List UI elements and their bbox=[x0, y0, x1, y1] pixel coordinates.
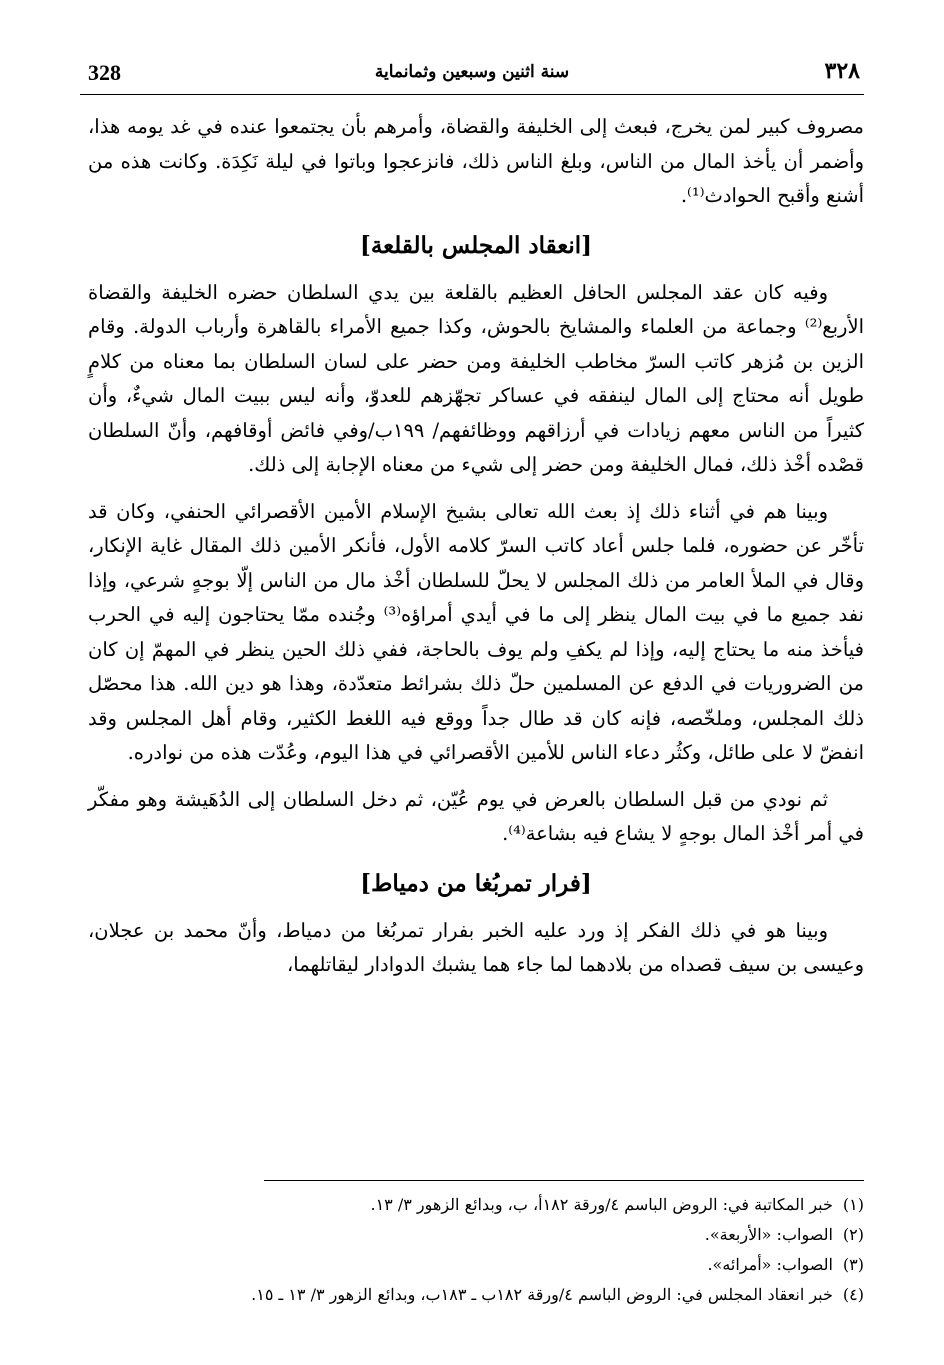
paragraph-4: ثم نودي من قبل السلطان بالعرض في يوم عُيّن، ثم دخل السلطان إلى الدُهَيشة وهو مفكّر في أمر أخْذ المال بوجهٍ لا يشاع فيه بشاعة⁽⁴⁾. bbox=[88, 787, 864, 845]
footnote-3 bbox=[88, 1250, 864, 1280]
footnote-number: (١) bbox=[842, 1195, 864, 1214]
main-text bbox=[88, 110, 864, 995]
paragraph-1: مصروف كبير لمن يخرج، فبعث إلى الخليفة والقضاة، وأمرهم بأن يجتمعوا عنده في غد يومه هذا، وأضمر أن يأخذ المال من الناس، وبلغ الناس ذلك، فانزعجوا وباتوا في ليلة نَكِدَة. وكانت هذه من أشنع وأقبح الحوادث⁽¹⁾. bbox=[88, 115, 864, 207]
page-header bbox=[80, 58, 864, 95]
footnote-2 bbox=[88, 1220, 864, 1250]
paragraph-3: وبينا هم في أثناء ذلك إذ بعث الله تعالى بشيخ الإسلام الأمين الأقصرائي الحنفي، وكان قد تأخّر عن حضوره، فلما جلس أعاد كاتب السرّ كلامه الأول، فأنكر الأمين ذلك المقال غاية الإنكار، وقال في الملأ العامر من ذلك المجلس لا يحلّ للسلطان أخْذ مال من الناس إلّا بوجهٍ شرعي، وإذا نفد جميع ما في بيت المال ينظر إلى ما في أيدي أمراؤه⁽³⁾ وجُنده ممّا يحتاجون إليه في الحرب فيأخذ منه ما يحتاج إليه، وإذا لم يكفِ ولم يوف بالحاجة، ففي ذلك الحين ينظر في المهمّ إن كان من الضروريات في الدفع عن المسلمين حلّ ذلك بشرائط متعدّدة، وهذا هو دين الله. هذا محصّل ذلك المجلس، وملخّصه، فإنه كان قد طال جداً ووقع فيه اللغط الكثير، وقام أهل المجلس وقد انفضّ لا على طائل، وكثُر دعاء الناس للأمين الأقصرائي في هذا اليوم، وعُدّت هذه من نوادره. bbox=[88, 499, 864, 764]
paragraph-5: وبينا هو في ذلك الفكر إذ ورد عليه الخبر بفرار تمربُغا من دمياط، وأنّ محمد بن عجلان، وعيسى بن سيف قصداه من بلادهما لما جاء هما يشبك الدوادار ليقاتلهما، bbox=[88, 918, 864, 976]
page-number-latin: 328 bbox=[88, 60, 121, 85]
running-title: سنة اثنين وسبعين وثمانماية bbox=[374, 62, 570, 82]
footnote-text: خبر المكاتبة في: الروض الباسم ٤/ورقة ١٨٢أ، ب، وبدائع الزهور ٣/ ١٣. bbox=[370, 1195, 833, 1214]
footnote-1 bbox=[88, 1190, 864, 1220]
section-heading-council: [انعقاد المجلس بالقلعة] bbox=[359, 231, 593, 259]
footnote-number: (٤) bbox=[842, 1285, 864, 1304]
footnote-number: (٣) bbox=[842, 1255, 864, 1274]
paragraph-2: وفيه كان عقد المجلس الحافل العظيم بالقلعة بين يدي السلطان حضره الخليفة والقضاة الأربع⁽²⁾ وجماعة من العلماء والمشايخ بالحوش، وكذا جميع الأمراء بالقاهرة وأرباب الدولة. وقام الزين بن مُزهر كاتب السرّ مخاطب الخليفة ومن حضر على لسان السلطان بما معناه من كلامٍ طويل أنه محتاج إلى المال لينفقه في عساكر تجهّزهم للعدوّ، وأنه ليس ببيت المال شيءٌ، وأن كثيراً من الناس معهم زيادات في أرزاقهم ووظائفهم/ ١٩٩ب/وفي فائض أوقافهم، وأنّ السلطان قصْده أخْذ ذلك، فمال الخليفة ومن حضر إلى شيء من معناه الإجابة إلى ذلك. bbox=[88, 280, 864, 476]
footnotes bbox=[88, 1190, 864, 1310]
footnote-divider bbox=[264, 1180, 864, 1181]
footnote-number: (٢) bbox=[842, 1225, 864, 1244]
footnote-4 bbox=[88, 1280, 864, 1310]
section-heading-escape: [فرار تمربُغا من دمياط] bbox=[360, 869, 592, 897]
footnote-text: خبر انعقاد المجلس في: الروض الباسم ٤/ورقة ١٨٢ب ـ ١٨٣ب، وبدائع الزهور ٣/ ١٣ ـ ١٥. bbox=[251, 1285, 833, 1304]
footnote-text: الصواب: «أمرائه». bbox=[707, 1255, 833, 1274]
page-number-arabic: ٣٢٨ bbox=[824, 58, 860, 84]
footnote-text: الصواب: «الأربعة». bbox=[704, 1225, 833, 1244]
